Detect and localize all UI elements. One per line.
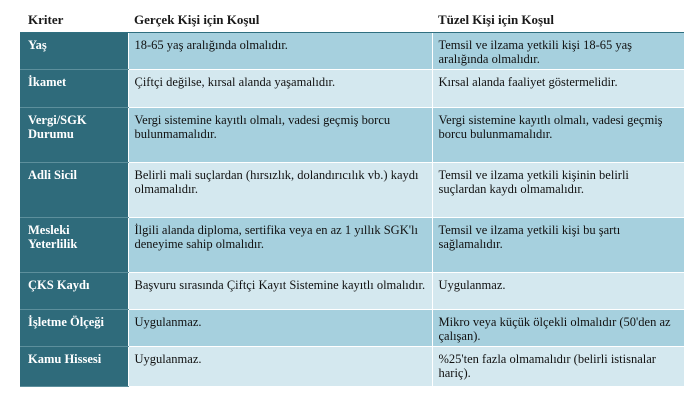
- legal-condition-cell: Temsil ve ilzama yetkili kişinin belirli suçlardan kaydı olmamalıdır.: [432, 163, 684, 218]
- legal-condition-cell: Temsil ve ilzama yetkili kişi 18-65 yaş aralığında olmalıdır.: [432, 33, 684, 70]
- criterion-cell: ÇKS Kaydı: [20, 273, 128, 310]
- table-row: [20, 273, 684, 310]
- individual-condition-cell: 18-65 yaş aralığında olmalıdır.: [128, 33, 432, 70]
- header-individual: Gerçek Kişi için Koşul: [128, 8, 432, 33]
- criterion-cell: İşletme Ölçeği: [20, 310, 128, 347]
- individual-condition-cell: Uygulanmaz.: [128, 310, 432, 347]
- legal-condition-cell: Kırsal alanda faaliyet göstermelidir.: [432, 70, 684, 108]
- criterion-cell: Vergi/SGK Durumu: [20, 108, 128, 163]
- table-row: [20, 218, 684, 273]
- header-criterion: Kriter: [20, 8, 128, 33]
- table-row: [20, 70, 684, 108]
- table-row: [20, 310, 684, 347]
- table-header-row: [20, 8, 684, 33]
- legal-condition-cell: Mikro veya küçük ölçekli olmalıdır (50'den az çalışan).: [432, 310, 684, 347]
- individual-condition-cell: Çiftçi değilse, kırsal alanda yaşamalıdır.: [128, 70, 432, 108]
- table-row: [20, 33, 684, 70]
- table-row: [20, 163, 684, 218]
- criterion-cell: Mesleki Yeterlilik: [20, 218, 128, 273]
- legal-condition-cell: Vergi sistemine kayıtlı olmalı, vadesi geçmiş borcu bulunmamalıdır.: [432, 108, 684, 163]
- table-row: [20, 347, 684, 387]
- criterion-cell: Kamu Hissesi: [20, 347, 128, 387]
- table-row: [20, 108, 684, 163]
- criterion-cell: İkamet: [20, 70, 128, 108]
- individual-condition-cell: İlgili alanda diploma, sertifika veya en az 1 yıllık SGK'lı deneyime sahip olmalıdır.: [128, 218, 432, 273]
- criterion-cell: Yaş: [20, 33, 128, 70]
- criterion-cell: Adli Sicil: [20, 163, 128, 218]
- legal-condition-cell: Uygulanmaz.: [432, 273, 684, 310]
- individual-condition-cell: Vergi sistemine kayıtlı olmalı, vadesi geçmiş borcu bulunmamalıdır.: [128, 108, 432, 163]
- individual-condition-cell: Başvuru sırasında Çiftçi Kayıt Sistemine kayıtlı olmalıdır.: [128, 273, 432, 310]
- header-legal: Tüzel Kişi için Koşul: [432, 8, 684, 33]
- legal-condition-cell: Temsil ve ilzama yetkili kişi bu şartı sağlamalıdır.: [432, 218, 684, 273]
- individual-condition-cell: Uygulanmaz.: [128, 347, 432, 387]
- conditions-table: [20, 8, 684, 387]
- legal-condition-cell: %25'ten fazla olmamalıdır (belirli istisnalar hariç).: [432, 347, 684, 387]
- individual-condition-cell: Belirli mali suçlardan (hırsızlık, dolandırıcılık vb.) kaydı olmamalıdır.: [128, 163, 432, 218]
- conditions-table-container: [20, 8, 684, 387]
